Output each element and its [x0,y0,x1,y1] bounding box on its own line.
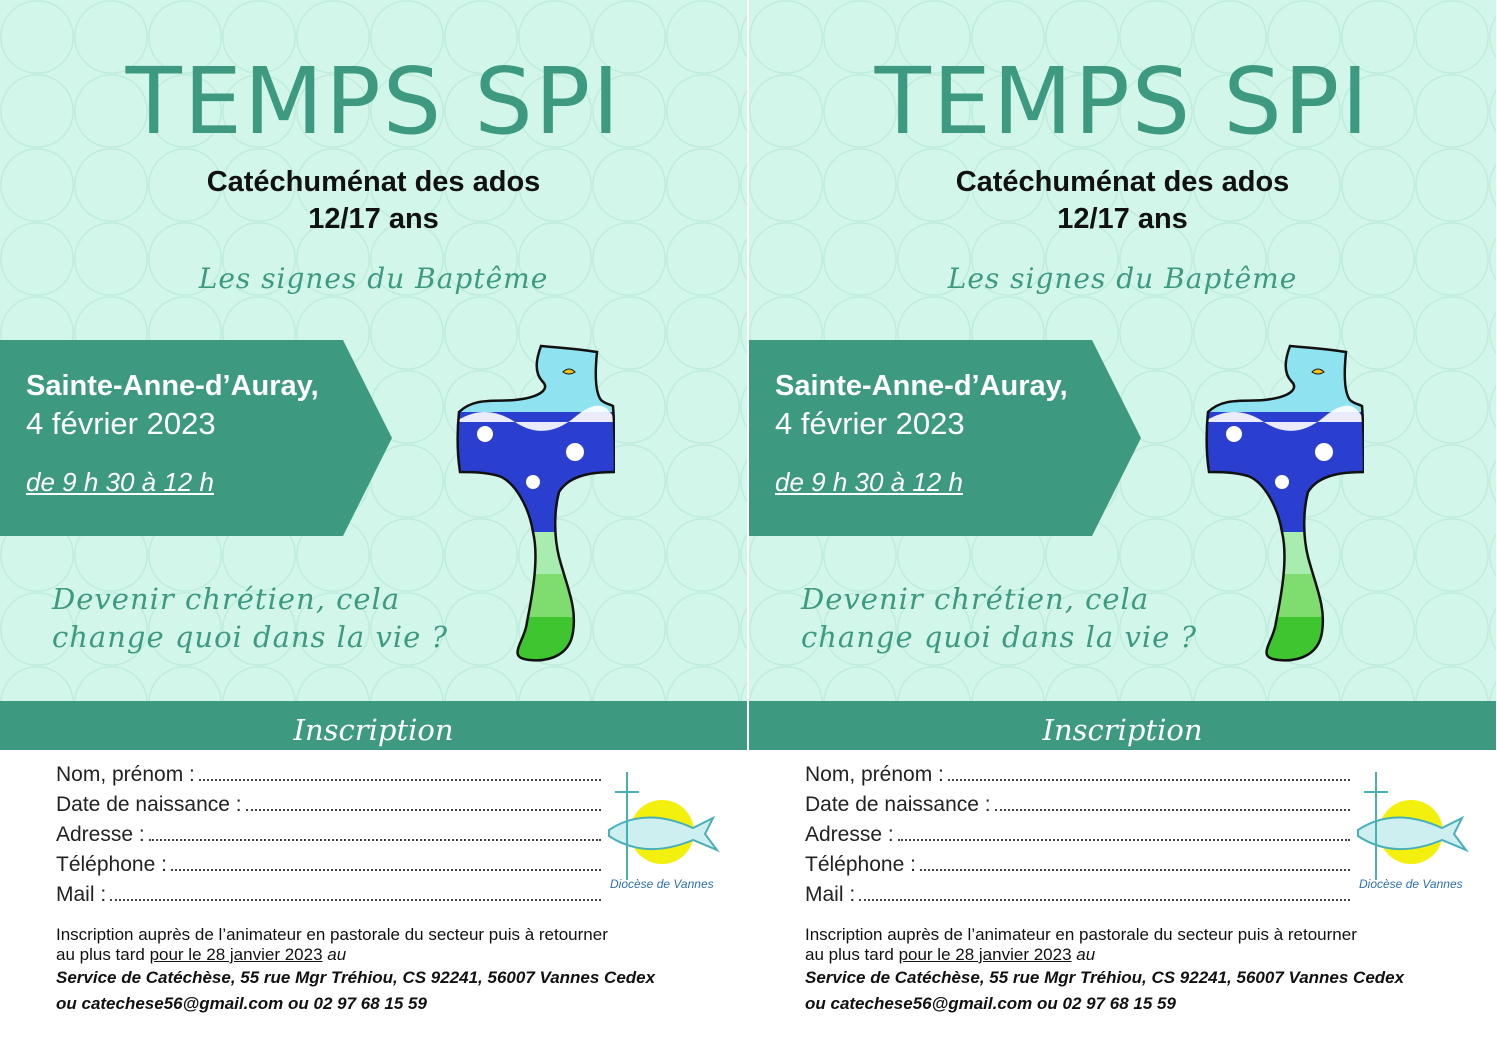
inscription-title: Inscription [293,713,454,747]
event-place: Sainte-Anne-d’Auray, [26,370,319,402]
note-line-2 [805,945,1465,965]
name-field-label: Nom, prénom : [805,763,944,786]
name-field-line [948,779,1350,781]
flyer-subtitle: Catéchuménat des ados [955,166,1290,198]
address-field-label: Adresse : [56,823,145,846]
phone-field-label: Téléphone : [805,853,916,876]
address-field[interactable] [805,817,1350,847]
mail-field-line [859,899,1350,901]
note-line-2-end: au [1071,945,1096,964]
diocese-logo-text: Diocèse de Vannes [1359,877,1463,891]
question-line-2: change quoi dans la vie ? [801,620,1198,654]
phone-field-line [920,869,1350,871]
deadline-text: pour le 28 janvier 2023 [898,945,1072,964]
flyer-subtitle: Catéchuménat des ados [206,166,541,198]
question-text [52,580,448,656]
event-date: 4 février 2023 [775,406,965,441]
baptism-cross-illustration [1204,342,1364,664]
deadline-text: pour le 28 janvier 2023 [149,945,323,964]
mail-field[interactable] [56,877,601,907]
question-text [801,580,1197,656]
event-place: Sainte-Anne-d’Auray, [775,370,1068,402]
name-field[interactable] [56,757,601,787]
address-field-line [898,839,1350,841]
flyer-age-range: 12/17 ans [308,203,439,235]
phone-field-label: Téléphone : [56,853,167,876]
note-line-2 [56,945,716,965]
flyer-theme: Les signes du Baptême [198,262,549,295]
birthdate-field-label: Date de naissance : [805,793,991,816]
birthdate-field-line [246,809,601,811]
inscription-title: Inscription [1042,713,1203,747]
birthdate-field-label: Date de naissance : [56,793,242,816]
service-address: Service de Catéchèse, 55 rue Mgr Tréhiou, CS 92241, 56007 Vannes Cedex [56,968,656,987]
note-line-2-start: au plus tard [56,945,150,964]
flyer-title: TEMPS SPI [125,48,622,155]
note-line-1: Inscription auprès de l’animateur en pastorale du secteur puis à retourner [805,925,1357,944]
question-line-1: Devenir chrétien, cela [52,582,401,616]
mail-field-label: Mail : [805,883,856,906]
mail-field[interactable] [805,877,1350,907]
name-field-line [199,779,601,781]
event-time: de 9 h 30 à 12 h [26,467,214,497]
event-date: 4 février 2023 [26,406,216,441]
mail-field-label: Mail : [56,883,107,906]
phone-field[interactable] [56,847,601,877]
contact-info: ou catechese56@gmail.com ou 02 97 68 15 59 [805,994,1176,1013]
diocese-logo-text: Diocèse de Vannes [610,877,714,891]
baptism-cross-illustration [455,342,615,664]
note-line-2-end: au [322,945,347,964]
registration-note [56,925,716,965]
event-time: de 9 h 30 à 12 h [775,467,963,497]
note-line-1: Inscription auprès de l’animateur en pastorale du secteur puis à retourner [56,925,608,944]
name-field-label: Nom, prénom : [56,763,195,786]
contact-info: ou catechese56@gmail.com ou 02 97 68 15 59 [56,994,427,1013]
name-field[interactable] [805,757,1350,787]
question-line-1: Devenir chrétien, cela [801,582,1150,616]
registration-form [805,757,1350,907]
birthdate-field-line [995,809,1350,811]
question-line-2: change quoi dans la vie ? [52,620,449,654]
registration-note [805,925,1465,965]
birthdate-field[interactable] [805,787,1350,817]
address-field-label: Adresse : [805,823,894,846]
address-field-line [149,839,601,841]
flyer-right [749,0,1496,1058]
registration-form [56,757,601,907]
service-address: Service de Catéchèse, 55 rue Mgr Tréhiou, CS 92241, 56007 Vannes Cedex [805,968,1405,987]
birthdate-field[interactable] [56,787,601,817]
phone-field-line [171,869,601,871]
address-field[interactable] [56,817,601,847]
page-divider [747,0,749,750]
flyer-theme: Les signes du Baptême [947,262,1298,295]
flyer-title: TEMPS SPI [874,48,1371,155]
phone-field[interactable] [805,847,1350,877]
note-line-2-start: au plus tard [805,945,899,964]
flyer-age-range: 12/17 ans [1057,203,1188,235]
mail-field-line [110,899,601,901]
flyer-left [0,0,747,1058]
